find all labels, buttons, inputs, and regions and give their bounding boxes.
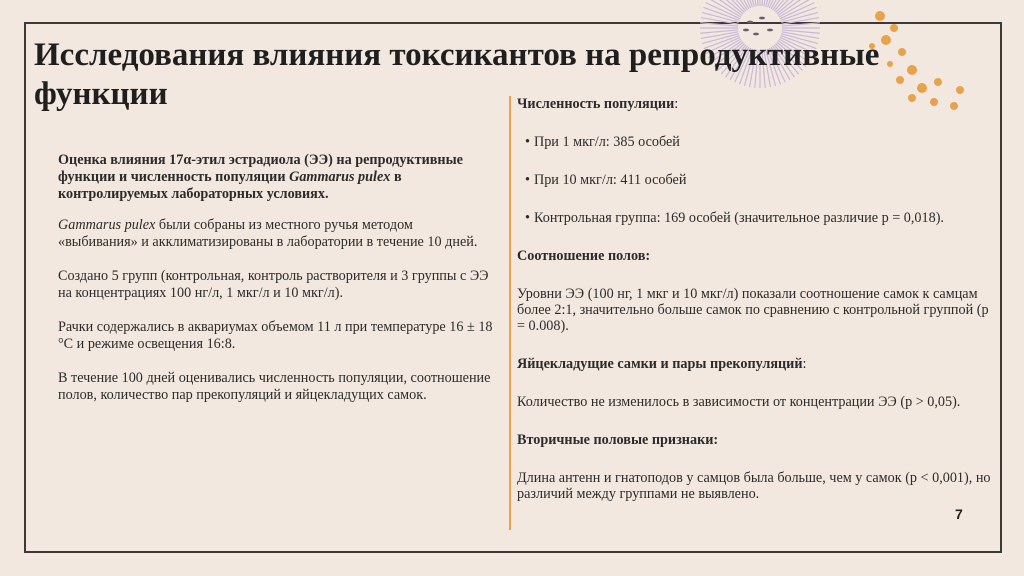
bullet-icon: •	[525, 134, 530, 150]
egg-heading: Яйцекладущие самки и пары прекопуляций:	[517, 356, 807, 372]
list-item: • При 1 мкг/л: 385 особей	[525, 134, 680, 150]
secondary-traits-text: Длина антенн и гнатоподов у самцов была больше, чем у самок (p < 0,001), но различий между группами не выявлено.	[517, 470, 991, 502]
results-column	[509, 96, 997, 530]
duration-paragraph: В течение 100 дней оценивались численность популяции, соотношение полов, количество пар прекопуляций и яйцекладущих самок.	[58, 370, 491, 403]
secondary-traits-heading: Вторичные половые признаки:	[517, 432, 719, 448]
sex-ratio-heading: Соотношение полов:	[517, 248, 651, 264]
sex-ratio-text: Уровни ЭЭ (100 нг, 1 мкг и 10 мкг/л) показали соотношение самок к самцам более 2:1, значительно больше самок по сравнению с контрольной группой (p = 0.008).	[517, 286, 989, 334]
method-paragraph: Gammarus pulex были собраны из местного ручья методом «выбивания» и акклиматизированы в лаборатории в течение 10 дней.	[58, 217, 478, 250]
bullet-icon: •	[525, 172, 530, 188]
species-name: Gammarus pulex	[289, 169, 391, 185]
study-summary: Оценка влияния 17α-этил эстрадиола (ЭЭ) на репродуктивные функции и численность популяции Gammarus pulex в контролируемых лабораторных условиях.	[58, 152, 463, 202]
list-item: • При 10 мкг/л: 411 особей	[525, 172, 687, 188]
slide-title: Исследования влияния токсикантов на репродуктивные функции	[34, 37, 880, 112]
population-list	[517, 134, 997, 226]
page-number: 7	[955, 506, 963, 522]
left-column	[58, 152, 494, 421]
egg-text: Количество не изменилось в зависимости от концентрации ЭЭ (p > 0,05).	[517, 394, 961, 410]
species-name: Gammarus pulex	[58, 217, 156, 233]
groups-paragraph: Создано 5 групп (контрольная, контроль растворителя и 3 группы с ЭЭ на концентрациях 100 нг/л, 1 мкг/л и 10 мкг/л).	[58, 268, 489, 301]
list-item: • Контрольная группа: 169 особей (значительное различие p = 0,018).	[525, 210, 944, 226]
conditions-paragraph: Рачки содержались в аквариумах объемом 11 л при температуре 16 ± 18 °C и режиме освещения 16:8.	[58, 319, 493, 352]
bullet-icon: •	[525, 210, 530, 226]
population-heading: Численность популяции:	[517, 96, 679, 112]
